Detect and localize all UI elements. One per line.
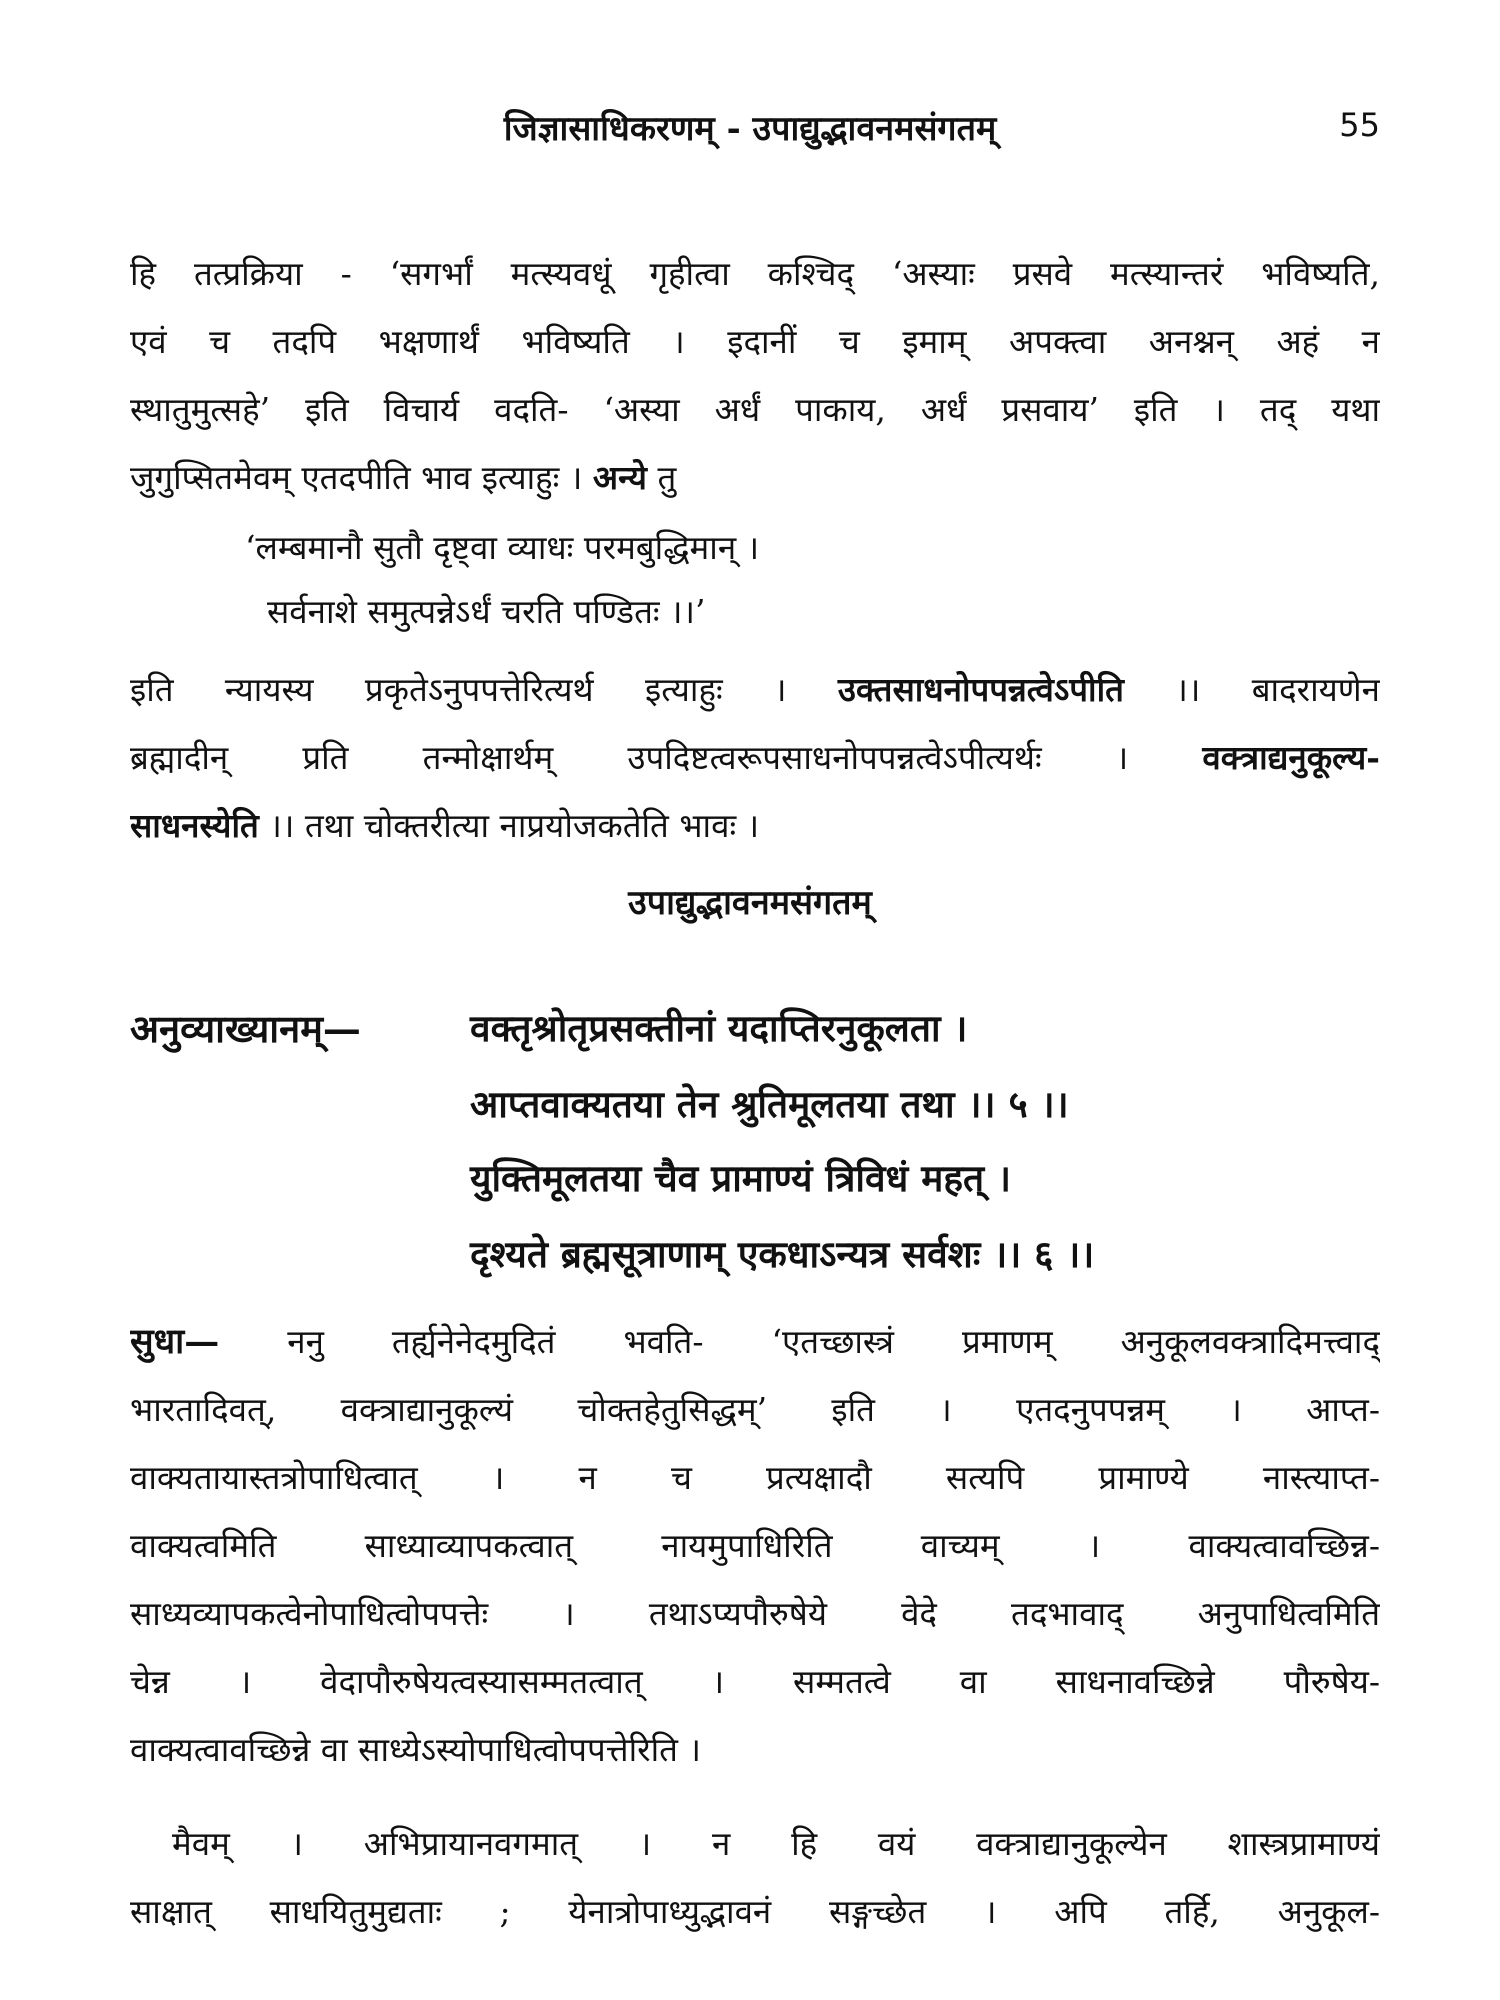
text-segment: ननु तर्ह्यनेनेदमुदितं भवति- ‘एतच्छास्त्रं प्रमाणम् अनुकूलवक्त्रादिमत्त्वाद्: [287, 1322, 1380, 1361]
text-segment: इति न्यायस्य प्रकृतेऽनुपपत्तेरित्यर्थ इत्याहुः ।: [130, 670, 787, 709]
verse-line: ‘लम्बमानौ सुतौ दृष्ट्वा व्याधः परमबुद्धिमान् ।: [245, 528, 760, 567]
text-line: भारतादिवत्, वक्त्राद्यानुकूल्यं चोक्तहेतुसिद्धम्’ इति । एतदनुपपन्नम् । आप्त-: [130, 1390, 1380, 1429]
text-line: [130, 792, 1380, 860]
text-line: साध्यव्यापकत्वेनोपाधित्वोपपत्तेः । तथाऽप्यपौरुषेये वेदे तदभावाद् अनुपाधित्वमिति: [130, 1594, 1380, 1633]
text-line: [130, 444, 1380, 512]
text-line: साक्षात् साधयितुमुद्यताः ; येनात्रोपाध्युद्भावनं सङ्गच्छेत । अपि तर्हि, अनुकूल-: [130, 1892, 1380, 1931]
anuvyakhyana-verses: [470, 990, 1320, 1142]
running-header: [0, 100, 1500, 160]
text-line: वाक्यतायास्तत्रोपाधित्वात् । न च प्रत्यक्षादौ सत्यपि प्रामाण्ये नास्त्याप्त-: [130, 1458, 1380, 1497]
page-number: 55: [1339, 106, 1380, 144]
running-title: जिज्ञासाधिकरणम् - उपाद्युद्भावनमसंगतम्: [503, 109, 997, 149]
paragraph-maivam: [130, 1810, 1380, 1946]
bold-lemma: वक्त्राद्यनुकूल्य-: [1202, 738, 1380, 777]
text-line: स्थातुमुत्सहे’ इति विचार्य वदति- ‘अस्या अर्धं पाकाय, अर्धं प्रसवाय’ इति । तद् यथा: [130, 390, 1380, 429]
text-line: [130, 656, 1380, 724]
text-segment: ।। तथा चोक्तरीत्या नाप्रयोजकतेति भावः ।: [269, 806, 760, 845]
section-heading: उपाद्युद्भावनमसंगतम्: [628, 883, 872, 923]
paragraph-explanation: [130, 656, 1380, 860]
text-line: चेन्न । वेदापौरुषेयत्वस्यासम्मतत्वात् । सम्मतत्वे वा साधनावच्छिन्ने पौरुषेय-: [130, 1662, 1380, 1701]
verse-line: सर्वनाशे समुत्पन्नेऽर्धं चरति पण्डितः ।।’: [267, 592, 706, 631]
text-segment: ।। बादरायणेन: [1175, 670, 1380, 709]
verse-line: युक्तिमूलतया चैव प्रामाण्यं त्रिविधं महत् ।: [470, 1156, 1011, 1200]
anuvyakhyana-verses-second: [470, 1140, 1320, 1292]
text-segment: तु: [657, 458, 677, 497]
text-line: वाक्यत्वावच्छिन्ने वा साध्येऽस्योपाधित्वोपपत्तेरिति ।: [130, 1730, 701, 1769]
text-segment: जुगुप्सितमेवम् एतदपीति भाव इत्याहुः ।: [130, 458, 583, 497]
text-line: वाक्यत्वमिति साध्याव्यापकत्वात् नायमुपाधिरिति वाच्यम् । वाक्यत्वावच्छिन्न-: [130, 1526, 1380, 1565]
sudha-label: सुधा—: [130, 1321, 220, 1362]
text-line: [130, 1308, 1380, 1376]
anuvyakhyana-label: अनुव्याख्यानम्—: [130, 1006, 361, 1051]
verse-line: वक्तृश्रोतृप्रसक्तीनां यदाप्तिरनुकूलता ।: [470, 1006, 968, 1050]
text-line: मैवम् । अभिप्रायानवगमात् । न हि वयं वक्त्राद्यानुकूल्येन शास्त्रप्रामाण्यं: [172, 1824, 1380, 1863]
verse-line: आप्तवाक्यतया तेन श्रुतिमूलतया तथा ।। ५ ।।: [470, 1082, 1069, 1126]
text-line: हि तत्प्रक्रिया - ‘सगर्भां मत्स्यवधूं गृहीत्वा कश्चिद् ‘अस्याः प्रसवे मत्स्यान्तरं भविष्यति,: [130, 254, 1380, 293]
bold-lemma: अन्ये: [592, 458, 647, 497]
verse-line: दृश्यते ब्रह्मसूत्राणाम् एकधाऽन्यत्र सर्वशः ।। ६ ।।: [470, 1232, 1095, 1276]
sudha-commentary: [130, 1308, 1380, 1784]
bold-lemma: साधनस्येति: [130, 806, 259, 845]
text-segment: ब्रह्मादीन् प्रति तन्मोक्षार्थम् उपदिष्टत्वरूपसाधनोपपन्नत्वेऽपीत्यर्थः ।: [130, 738, 1129, 777]
text-line: एवं च तदपि भक्षणार्थं भविष्यति । इदानीं च इमाम् अपक्त्वा अनश्नन् अहं न: [130, 322, 1380, 361]
quoted-verse: [245, 516, 1145, 644]
paragraph-continuation: [130, 240, 1380, 512]
bold-lemma: उक्तसाधनोपपन्नत्वेऽपीति: [837, 670, 1124, 709]
text-line: [130, 724, 1380, 792]
